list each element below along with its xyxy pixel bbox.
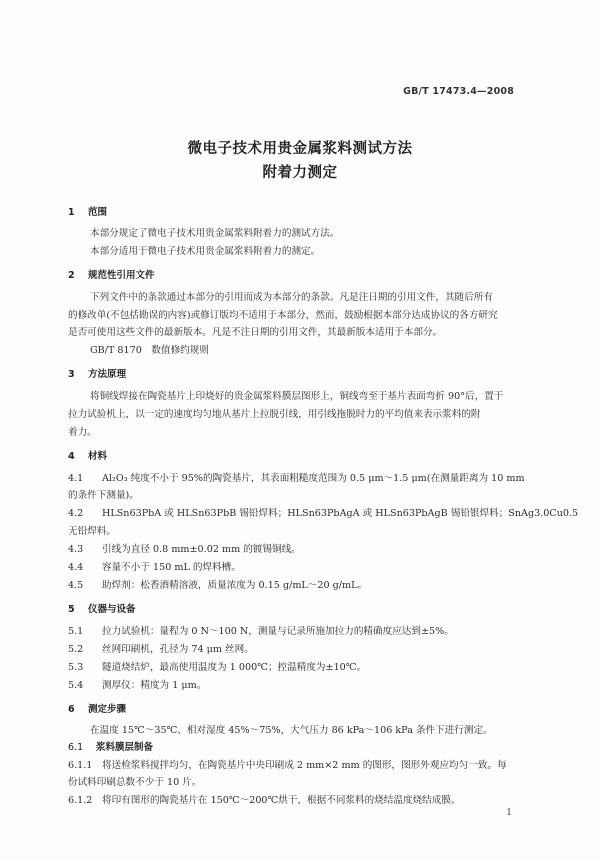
clause-5-3 [68, 662, 366, 674]
section-title: 规范性引用文件 [88, 270, 155, 281]
subsection-number: 6.1 [68, 742, 84, 753]
section-title: 材料 [88, 451, 108, 462]
normative-reference: GB/T 8170 数值修约规则 [90, 345, 209, 356]
clause-text: 容量不小于 150 mL 的焊料槽。 [102, 562, 241, 573]
clause-4-4 [68, 562, 241, 574]
clause-text: 隧道烧结炉，最高使用温度为 1 000℃；控温精度为±10℃。 [102, 662, 367, 673]
clause-4-3 [68, 544, 301, 556]
page-number: 1 [506, 808, 512, 818]
clause-number: 4.1 [68, 473, 84, 484]
clause-text: HLSn63PbA 或 HLSn63PbB 锡铅焊料；HLSn63PbAgA 或 HLSn63PbAgB 锡铅银焊料；SnAg3.0Cu0.5 [102, 508, 579, 519]
clause-number: 4.4 [68, 562, 84, 573]
paragraph-line: 着力。 [68, 427, 97, 438]
paragraph-line: 将铜线焊接在陶瓷基片上印烧好的贵金属浆料膜层图形上，铜线弯至于基片表面弯折 90°后，置于 [90, 391, 504, 402]
section-number: 5 [68, 604, 75, 615]
clause-number: 4.2 [68, 508, 84, 519]
paragraph: 本部分适用于微电子技术用贵金属浆料附着力的测定。 [90, 246, 321, 257]
clause-text: 引线为直径 0.8 mm±0.02 mm 的镀锡铜线。 [102, 544, 301, 555]
section-number: 1 [68, 207, 75, 218]
section-6-heading [68, 704, 126, 716]
section-number: 4 [68, 451, 75, 462]
section-number: 6 [68, 704, 75, 715]
section-4-heading [68, 451, 107, 463]
paragraph-line: 的修改单(不包括勘误的内容)或修订版均不适用于本部分，然而，鼓励根据本部分达成协议的各方研究 [68, 310, 498, 321]
clause-4-1 [68, 473, 525, 485]
section-2-heading [68, 270, 155, 282]
section-title: 方法原理 [88, 369, 127, 380]
clause-6-1-2 [68, 795, 461, 807]
section-number: 3 [68, 369, 75, 380]
clause-continuation: 份试料印刷总数不少于 10 片。 [68, 777, 202, 788]
clause-number: 4.5 [68, 580, 84, 591]
paragraph-line: 是否可使用这些文件的最新版本。凡是不注日期的引用文件，其最新版本适用于本部分。 [68, 327, 443, 338]
clause-text: 将印有图形的陶瓷基片在 150℃～200℃烘干，根据不同浆料的烧结温度烧结成膜。 [102, 795, 461, 806]
clause-5-4 [68, 680, 206, 692]
document-title: 微电子技术用贵金属浆料测试方法 [187, 141, 413, 157]
clause-5-1 [68, 626, 454, 638]
clause-continuation: 的条件下测量)。 [68, 490, 139, 501]
paragraph-line: 拉力试验机上，以一定的速度均匀地从基片上拉脱引线，用引线拖脱时力的平均值来表示浆料的附 [68, 409, 481, 420]
section-1-heading [68, 207, 107, 219]
clause-number: 5.2 [68, 644, 84, 655]
clause-text: 将送检浆料搅拌均匀，在陶瓷基片中央印刷成 2 mm×2 mm 的图形，图形外观应均匀一致。每 [102, 760, 507, 771]
section-5-heading [68, 604, 136, 616]
clause-4-5 [68, 580, 367, 592]
clause-text: 丝网印刷机，孔径为 74 μm 丝网。 [102, 644, 254, 655]
clause-number: 5.4 [68, 680, 84, 691]
section-number: 2 [68, 270, 75, 281]
standard-number: GB/T 17473.4—2008 [403, 86, 514, 97]
clause-number: 4.3 [68, 544, 84, 555]
clause-text: Al₂O₃ 纯度不小于 95%的陶瓷基片，其表面粗糙度范围为 0.5 μm～1.5 μm(在测量距离为 10 mm [102, 473, 525, 484]
subsection-title: 浆料膜层制备 [96, 742, 154, 753]
paragraph: 本部分规定了微电子技术用贵金属浆料附着力的测试方法。 [90, 228, 340, 239]
clause-text: 测厚仪：精度为 1 μm。 [102, 680, 207, 691]
clause-6-1-1 [68, 760, 507, 772]
paragraph: 在温度 15℃～35℃、相对湿度 45%～75%，大气压力 86 kPa～106 kPa 条件下进行测定。 [90, 725, 493, 736]
section-title: 仪器与设备 [88, 604, 136, 615]
subsection-6-1-heading [68, 742, 153, 754]
clause-number: 5.1 [68, 626, 84, 637]
clause-text: 助焊剂：松香酒精溶液，质量浓度为 0.15 g/mL～20 g/mL。 [102, 580, 368, 591]
clause-4-2 [68, 508, 578, 520]
clause-number: 6.1.1 [68, 760, 93, 771]
document-subtitle: 附着力测定 [262, 165, 338, 181]
clause-5-2 [68, 644, 254, 656]
section-3-heading [68, 369, 126, 381]
clause-number: 6.1.2 [68, 795, 93, 806]
clause-number: 5.3 [68, 662, 84, 673]
clause-continuation: 无铅焊料。 [68, 526, 116, 537]
clause-text: 拉力试验机：量程为 0 N～100 N，测量与记录所施加拉力的精确度应达到±5%。 [102, 626, 454, 637]
paragraph-line: 下列文件中的条款通过本部分的引用而成为本部分的条款。凡是注日期的引用文件，其随后所有 [90, 292, 493, 303]
section-title: 范围 [88, 207, 108, 218]
section-title: 测定步骤 [88, 704, 127, 715]
